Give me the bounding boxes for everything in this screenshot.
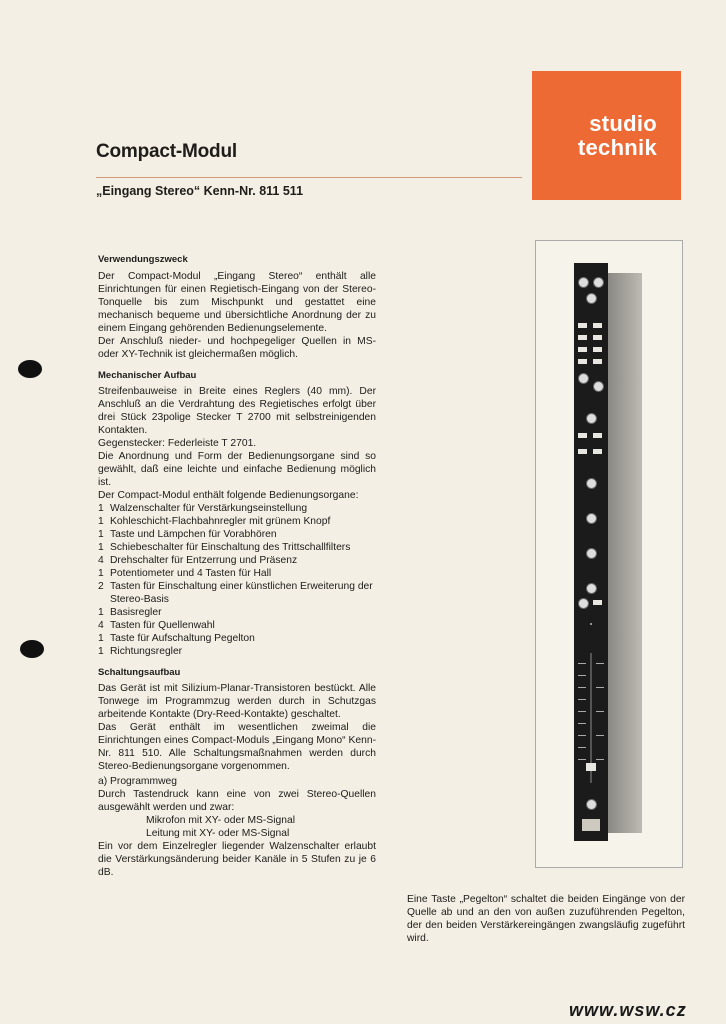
- list-item: 1 Taste für Aufschaltung Pegelton: [98, 633, 255, 644]
- module-photo: [535, 240, 683, 868]
- knob: [586, 293, 597, 304]
- module-front-panel: [574, 263, 608, 841]
- footer-watermark: www.wsw.cz: [569, 1000, 687, 1020]
- main-text-column: [98, 253, 376, 879]
- knob: [586, 799, 597, 810]
- scale-mark: [596, 663, 604, 664]
- button: [593, 335, 602, 340]
- list-item: 4 Tasten für Quellenwahl: [98, 620, 215, 631]
- button: [578, 359, 587, 364]
- paragraph: Leitung mit XY- oder MS-Signal: [146, 828, 290, 839]
- paragraph: Der Anschluß nieder- und hochpegeliger Quellen in MS- oder XY-Technik ist gleichermaßen möglich.: [98, 336, 376, 360]
- list-item: 1 Kohleschicht-Flachbahnregler mit grünem Knopf: [98, 516, 331, 527]
- button: [578, 449, 587, 454]
- list-item: 1 Potentiometer und 4 Tasten für Hall: [98, 568, 272, 579]
- scale-mark: [578, 711, 586, 712]
- scale-mark: [578, 747, 586, 748]
- button: [593, 600, 602, 605]
- paragraph: Der Compact-Modul enthält folgende Bedienungsorgane:: [98, 490, 359, 501]
- module-shadow: [608, 273, 642, 833]
- punch-hole-top: [18, 360, 42, 378]
- knob: [586, 548, 597, 559]
- scale-mark: [596, 711, 604, 712]
- list-item: 1 Schiebeschalter für Einschaltung des Trittschallfilters: [98, 542, 351, 553]
- page-subtitle: „Eingang Stereo“ Kenn-Nr. 811 511: [96, 184, 304, 198]
- button: [593, 449, 602, 454]
- paragraph: Durch Tastendruck kann eine von zwei Stereo-Quellen ausgewählt werden und zwar:: [98, 789, 376, 813]
- paragraph: a) Programmweg: [98, 776, 177, 787]
- logo-line-1: studio: [589, 111, 657, 136]
- button: [593, 359, 602, 364]
- knob: [586, 413, 597, 424]
- paragraph: Das Gerät ist mit Silizium-Planar-Transistoren bestückt. Alle Tonwege im Programmzug werden durch in Schutzgas arbeitende Kontakte (Dry-Reed-Kontakte) geschaltet.: [98, 683, 376, 720]
- knob: [586, 513, 597, 524]
- scale-mark: [578, 699, 586, 700]
- list-item: 1 Richtungsregler: [98, 646, 183, 657]
- paragraph: Die Anordnung und Form der Bedienungsorgane sind so gewählt, daß eine leichte und einfache Bedienung möglich ist.: [98, 451, 376, 488]
- fader-knob: [586, 763, 596, 771]
- scale-mark: [596, 687, 604, 688]
- paragraph: Das Gerät enthält im wesentlichen zweimal die Einrichtungen eines Compact-Moduls „Eingang Mono“ Kenn-Nr. 811 510. Alle Schaltungsmaßnahmen werden durch Stereo-Bedienungsorgane vorgenommen.: [98, 722, 376, 772]
- scale-mark: [596, 759, 604, 760]
- list-item: 2 Tasten für Einschaltung einer künstlichen Erweiterung der Stereo-Basis: [98, 581, 373, 605]
- button: [582, 819, 600, 831]
- page-title: Compact-Modul: [96, 141, 237, 162]
- scale-mark: [578, 723, 586, 724]
- controls-list: [98, 502, 376, 658]
- paragraph: Der Compact-Modul „Eingang Stereo“ enthält alle Einrichtungen für einen Regietisch-Eingang von der Stereo-Tonquelle bis zum Mischpunkt und gestattet eine mechanisch bequeme und übersichtliche Anordnung der zu einem Eingang gehörenden Bedienungselemente.: [98, 271, 376, 334]
- button: [578, 335, 587, 340]
- punch-hole-bottom: [20, 640, 44, 658]
- brand-logo: [532, 71, 681, 200]
- scale-mark: [578, 663, 586, 664]
- paragraph: Ein vor dem Einzelregler liegender Walzenschalter erlaubt die Verstärkungsänderung beider Kanäle in 5 Stufen zu je 6 dB.: [98, 841, 376, 878]
- list-item: 1 Walzenschalter für Verstärkungseinstellung: [98, 503, 308, 514]
- section-heading: Schaltungsaufbau: [98, 667, 181, 678]
- scale-mark: [578, 759, 586, 760]
- section-heading: Mechanischer Aufbau: [98, 370, 197, 381]
- paragraph: Mikrofon mit XY- oder MS-Signal: [146, 815, 295, 826]
- button: [593, 323, 602, 328]
- button: [578, 347, 587, 352]
- button: [578, 323, 587, 328]
- knob: [586, 478, 597, 489]
- paragraph: Gegenstecker: Federleiste T 2701.: [98, 438, 257, 449]
- logo-line-2: technik: [577, 135, 657, 160]
- scale-mark: [578, 735, 586, 736]
- list-item: 4 Drehschalter für Entzerrung und Präsenz: [98, 555, 298, 566]
- section-heading: Verwendungszweck: [98, 254, 188, 265]
- list-item: 1 Basisregler: [98, 607, 162, 618]
- paragraph: Streifenbauweise in Breite eines Reglers (40 mm). Der Anschluß an die Verdrahtung des Regietisches erfolgt über drei Stück 23polige Stecker T 2700 mit selbstreinigenden Kontakten.: [98, 386, 376, 436]
- knob: [586, 583, 597, 594]
- photo-caption: Eine Taste „Pegelton“ schaltet die beiden Eingänge von der Quelle ab und an den von außen zuzuführenden Pegelton, der den beiden Verstärkereingängen zwangsläufig zugeführt wird.: [407, 894, 685, 944]
- knob: [578, 277, 589, 288]
- button: [578, 433, 587, 438]
- list-item: 1 Taste und Lämpchen für Vorabhören: [98, 529, 277, 540]
- button: [593, 347, 602, 352]
- scale-mark: [596, 735, 604, 736]
- lamp: [590, 623, 592, 625]
- title-rule: [96, 177, 522, 178]
- scale-mark: [578, 687, 586, 688]
- knob: [593, 277, 604, 288]
- button: [593, 433, 602, 438]
- scale-mark: [578, 675, 586, 676]
- knob: [593, 381, 604, 392]
- knob: [578, 598, 589, 609]
- knob: [578, 373, 589, 384]
